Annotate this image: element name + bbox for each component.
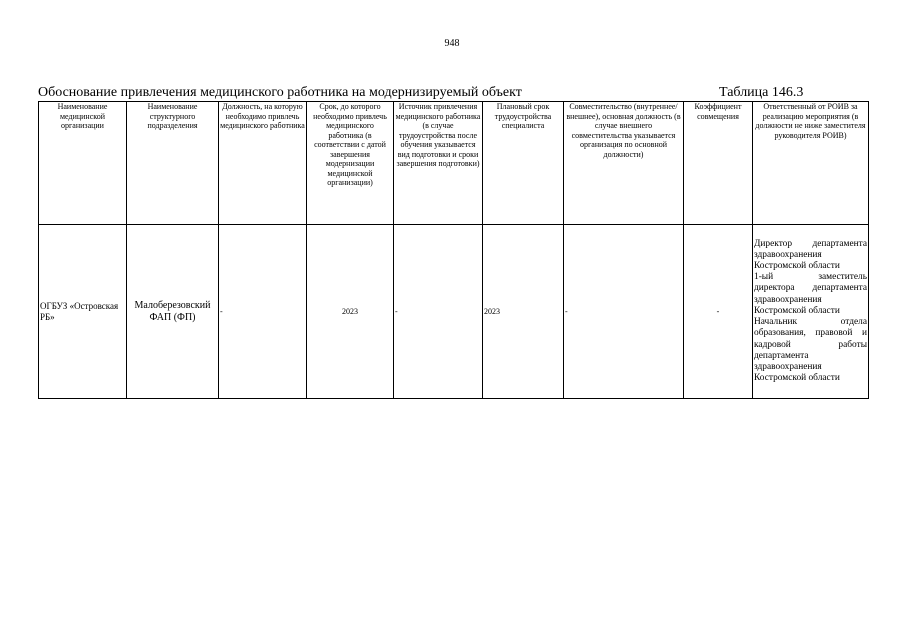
table-row [39,225,869,399]
cell-combination: - [564,225,684,399]
cell-unit: Малоберезовский ФАП (ФП) [127,225,219,399]
column-header-planned-date: Плановый срок трудоустройства специалиста [483,102,564,225]
cell-deadline: 2023 [307,225,394,399]
column-header-source: Источник привлечения медицинского работника (в случае трудоустройства после обучения указывается вид подготовки и сроки завершения подготовки) [394,102,483,225]
column-header-unit: Наименование структурного подразделения [127,102,219,225]
staffing-table [38,101,869,399]
cell-position: - [219,225,307,399]
cell-source: - [394,225,483,399]
responsible-line-department-head: Начальник отдела образования, правовой и кадровой работы департамента здравоохранения Костромской области [754,317,867,384]
cell-planned-date: 2023 [483,225,564,399]
column-header-coefficient: Коэффициент совмещения [684,102,753,225]
column-header-combination: Совместительство (внутреннее/внешнее), основная должность (в случае внешнего совместительства указывается организация по основной должности) [564,102,684,225]
column-header-position: Должность, на которую необходимо привлечь медицинского работника [219,102,307,225]
responsible-line-first-deputy: 1-ый заместитель директора департамента здравоохранения Костромской области [754,272,867,316]
column-header-organization: Наименование медицинской организации [39,102,127,225]
cell-responsible [753,225,869,399]
cell-organization: ОГБУЗ «Островская РБ» [39,225,127,399]
document-title: Обоснование привлечения медицинского работника на модернизируемый объект [38,85,522,100]
table-header-row [39,102,869,225]
column-header-deadline: Срок, до которого необходимо привлечь медицинского работника (в соответствии с датой завершения модернизации медицинской организации) [307,102,394,225]
responsible-line-director: Директор департамента здравоохранения Костромской области [754,238,867,272]
column-header-responsible: Ответственный от РОИВ за реализацию мероприятия (в должности не ниже заместителя руководителя РОИВ) [753,102,869,225]
cell-coefficient: - [684,225,753,399]
page-number: 948 [444,38,460,49]
table-label: Таблица 146.3 [719,85,804,100]
